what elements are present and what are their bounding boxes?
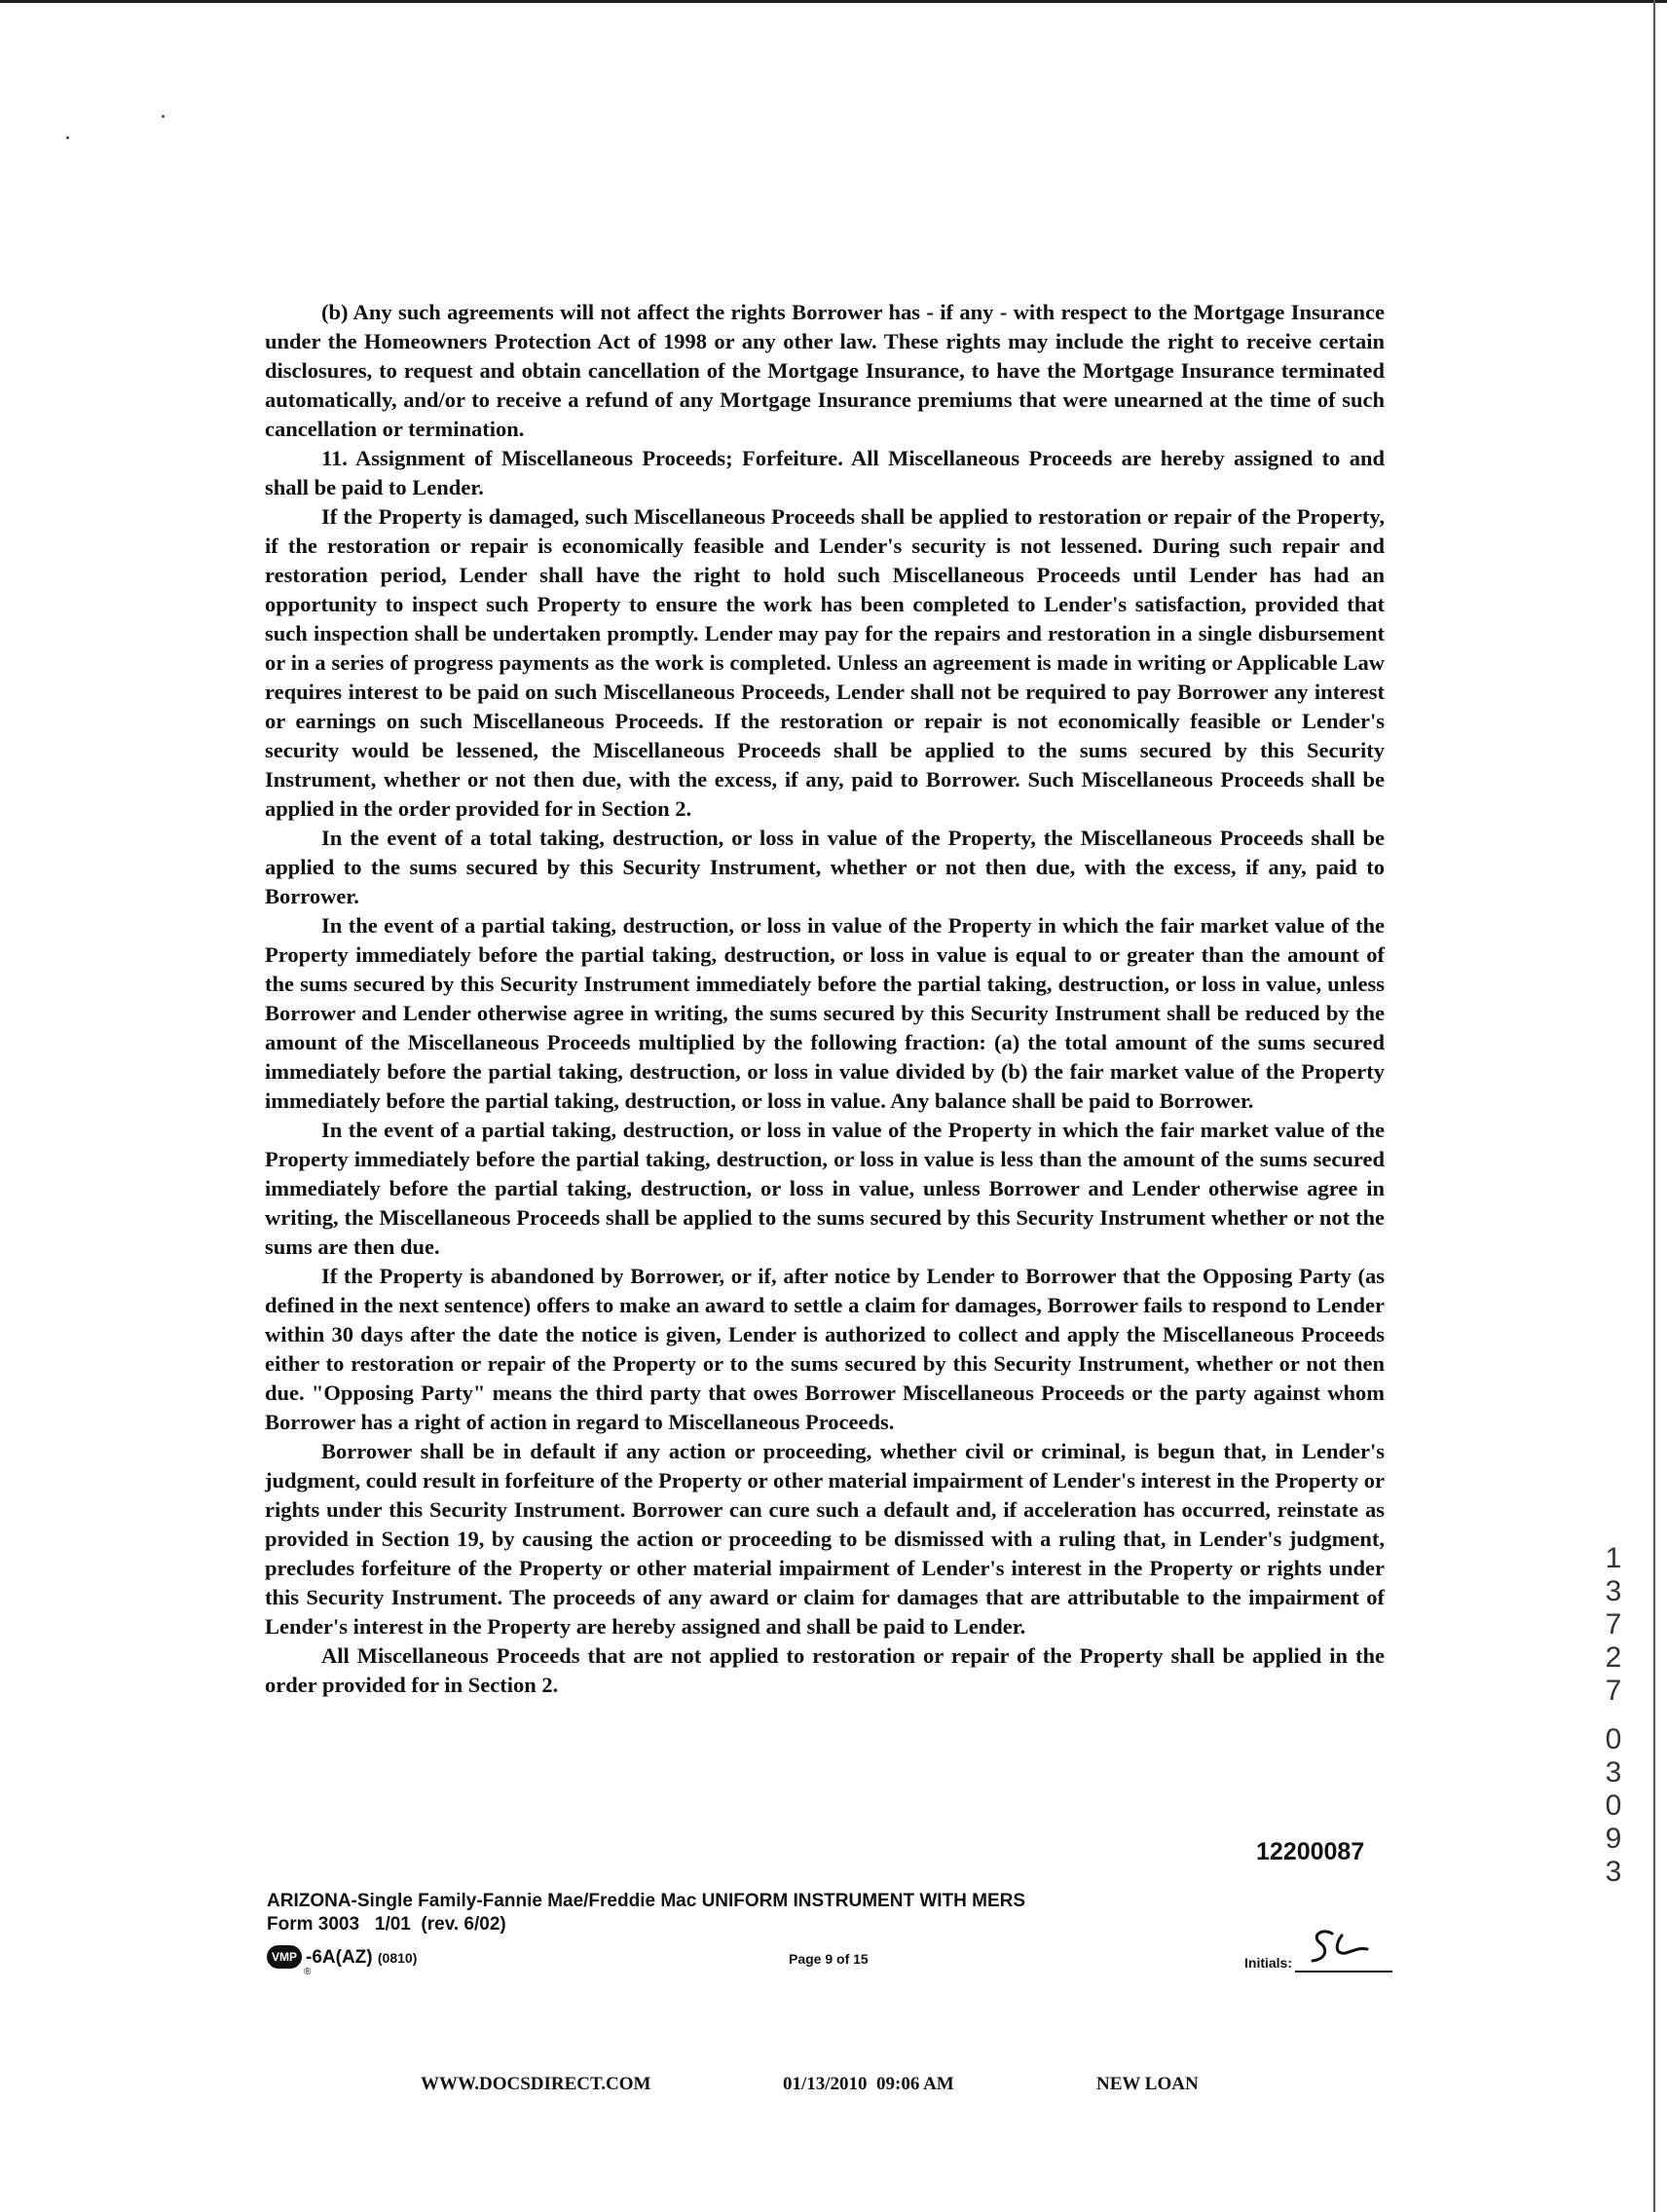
stamp-digit: 7 [1605,1608,1622,1641]
form-code-id: -6A(AZ) [306,1947,373,1968]
paragraph-partial-taking-less: In the event of a partial taking, destruction, or loss in value of the Property in which the fair market value of the Property immediately before the partial taking, destruction, or loss in value is less than the amount of the sums secured immediately before the partial taking, destruction, or loss in value, unless Borrower and Lender otherwise agree in writing, the Miscellaneous Proceeds shall be applied to the sums secured by this Security Instrument whether or not the sums are then due. [265,1118,1385,1259]
stamp-digit: 0 [1605,1723,1622,1755]
form-number: Form 3003 1/01 (rev. 6/02) [267,1914,506,1935]
document-body [265,298,1385,1700]
scan-speck [162,115,165,118]
stamp-digit: 2 [1605,1641,1622,1674]
form-code-version: (0810) [377,1950,418,1966]
form-code [306,1947,417,1969]
initials-line [1295,1971,1392,1972]
vmp-logo: VMP [267,1945,302,1969]
stamp-digit: 3 [1605,1756,1622,1788]
footer-datetime: 01/13/2010 09:06 AM [783,2074,954,2094]
stamp-digit: 3 [1605,1575,1622,1607]
paragraph-remaining-proceeds: All Miscellaneous Proceeds that are not applied to restoration or repair of the Property shall be applied in the order provided for in Section 2. [265,1643,1385,1697]
stamp-digit: 0 [1605,1789,1622,1822]
recording-stamp [1599,1542,1628,1889]
stamp-gap [1599,1708,1628,1723]
stamp-digit: 1 [1605,1542,1622,1574]
document-number: 12200087 [1256,1838,1365,1865]
registered-mark: ® [304,1967,312,1977]
initials-label: Initials: [1244,1955,1293,1971]
stamp-digit: 3 [1605,1856,1622,1888]
form-title: ARIZONA-Single Family-Fannie Mae/Freddie Mac UNIFORM INSTRUMENT WITH MERS [267,1891,1026,1911]
paragraph-abandoned-property: If the Property is abandoned by Borrower, or if, after notice by Lender to Borrower that the Opposing Party (as defined in the next sentence) offers to make an award to settle a claim for damages, Borrower fails to respond to Lender within 30 days after the date the notice is given, Lender is authorized to collect and apply the Miscellaneous Proceeds either to restoration or repair of the Property or to the sums secured by this Security Instrument, whether or not then due. "Opposing Party" means the third party that owes Borrower Miscellaneous Proceeds or the party against whom Borrower has a right of action in regard to Miscellaneous Proceeds. [265,1264,1385,1434]
footer-website: WWW.DOCSDIRECT.COM [421,2074,651,2094]
stamp-digit: 9 [1605,1823,1622,1855]
footer-loan-type: NEW LOAN [1096,2074,1199,2094]
paragraph-borrower-default: Borrower shall be in default if any action or proceeding, whether civil or criminal, is begun that, in Lender's judgment, could result in forfeiture of the Property or other material impairment of Lender's interest in the Property or rights under this Security Instrument. Borrower can cure such a default and, if acceleration has occurred, reinstate as provided in Section 19, by causing the action or proceeding to be dismissed with a ruling that, in Lender's judgment, precludes forfeiture of the Property or other material impairment of Lender's interest in the Property or rights under this Security Instrument. The proceeds of any award or claim for damages that are attributable to the impairment of Lender's interest in the Property are hereby assigned and shall be paid to Lender. [265,1439,1386,1639]
paragraph-total-taking: In the event of a total taking, destruction, or loss in value of the Property, the Miscellaneous Proceeds shall be applied to the sums secured by this Security Instrument, whether or not then due, with the excess, if any, paid to Borrower. [265,826,1385,908]
scan-edge-top [0,0,1667,3]
paragraph-property-damaged: If the Property is damaged, such Miscellaneous Proceeds shall be applied to restoration or repair of the Property, if the restoration or repair is economically feasible and Lender's security is not lessened. During such repair and restoration period, Lender shall have the right to hold such Miscellaneous Proceeds until Lender has had an opportunity to inspect such Property to ensure the work has been completed to Lender's satisfaction, provided that such inspection shall be undertaken promptly. Lender may pay for the repairs and restoration in a single disbursement or in a series of progress payments as the work is completed. Unless an agreement is made in writing or Applicable Law requires interest to be paid on such Miscellaneous Proceeds, Lender shall not be required to pay Borrower any interest or earnings on such Miscellaneous Proceeds. If the restoration or repair is not economically feasible or Lender's security would be lessened, the Miscellaneous Proceeds shall be applied to the sums secured by this Security Instrument, whether or not then due, with the excess, if any, paid to Borrower. Such Miscellaneous Proceeds shall be applied in the order provided for in Section 2. [265,504,1385,821]
paragraph-b-homeowners-protection: (b) Any such agreements will not affect the rights Borrower has - if any - with respect to the Mortgage Insurance under the Homeowners Protection Act of 1998 or any other law. These rights may include the right to receive certain disclosures, to request and obtain cancellation of the Mortgage Insurance, to have the Mortgage Insurance terminated automatically, and/or to receive a refund of any Mortgage Insurance premiums that were unearned at the time of such cancellation or termination. [265,300,1385,441]
scan-speck [66,136,69,139]
stamp-digit: 7 [1605,1675,1622,1707]
scan-edge-right [1653,0,1655,2212]
paragraph-11-assignment: 11. Assignment of Miscellaneous Proceeds; Forfeiture. All Miscellaneous Proceeds are hereby assigned to and shall be paid to Lender. [265,446,1385,499]
paragraph-partial-taking-equal: In the event of a partial taking, destruction, or loss in value of the Property in which the fair market value of the Property immediately before the partial taking, destruction, or loss in value is equal to or greater than the amount of the sums secured by this Security Instrument immediately before the partial taking, destruction, or loss in value, unless Borrower and Lender otherwise agree in writing, the sums secured by this Security Instrument shall be reduced by the amount of the Miscellaneous Proceeds multiplied by the following fraction: (a) the total amount of the sums secured immediately before the partial taking, destruction, or loss in value divided by (b) the fair market value of the Property immediately before the partial taking, destruction, or loss in value. Any balance shall be paid to Borrower. [265,913,1385,1113]
initials-signature [1303,1924,1381,1971]
page-number: Page 9 of 15 [789,1951,869,1967]
